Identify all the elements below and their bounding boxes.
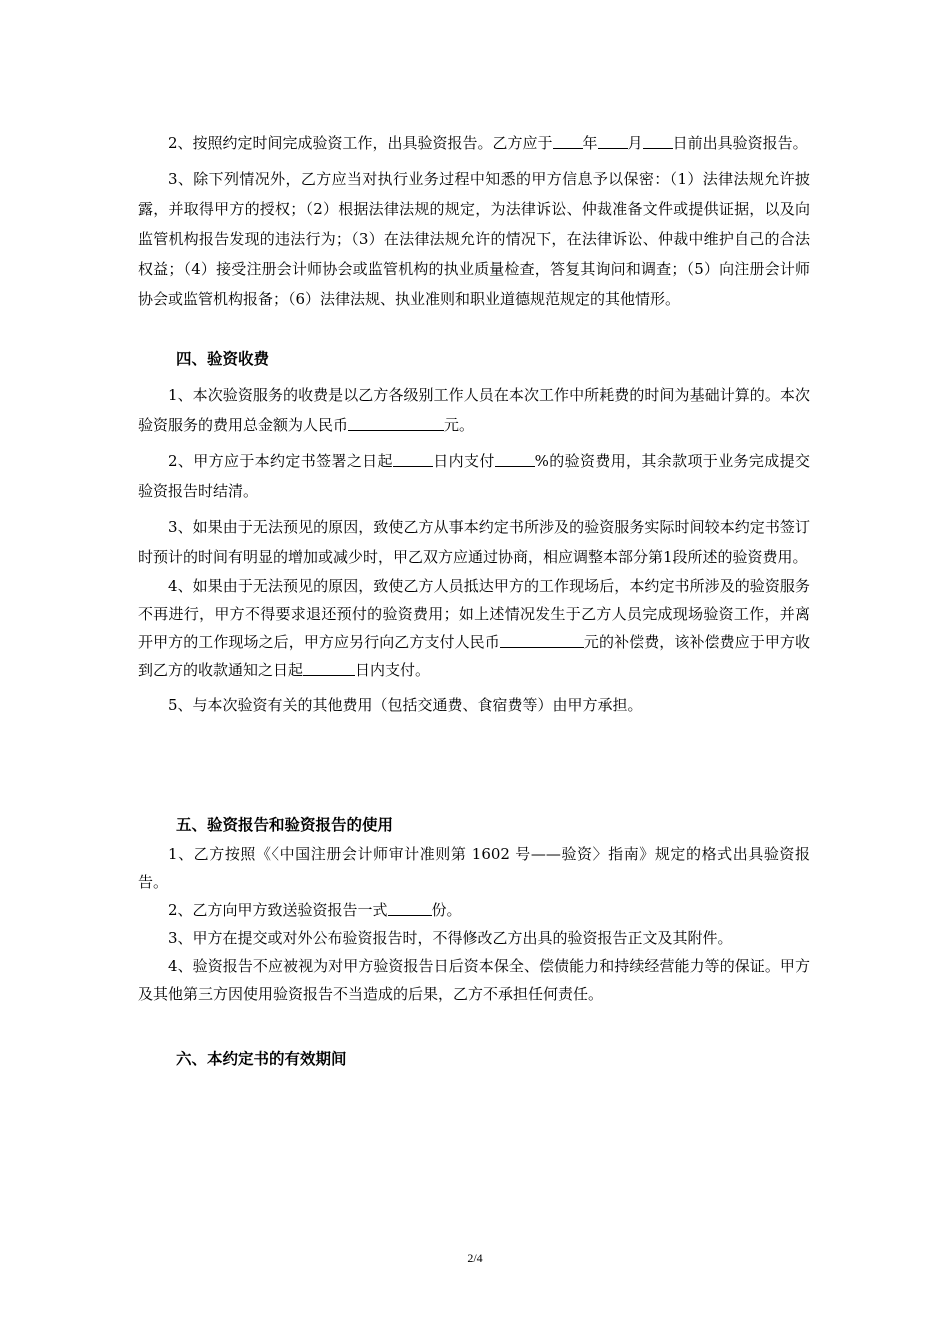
clause-3-2: 2、按照约定时间完成验资工作，出具验资报告。乙方应于 年 月 日前出具验资报告。 <box>168 134 808 152</box>
clause-5-2: 2、乙方向甲方致送验资报告一式 份。 <box>168 901 462 919</box>
clause-3-3: 3、除下列情况外，乙方应当对执行业务过程中知悉的甲方信息予以保密：（1）法律法规允许披露，并取得甲方的授权；（2）根据法律法规的规定，为法律诉讼、仲裁准备文件或提供证据，以及向监管机构报告发现的违法行为；（3）在法律法规允许的情况下，在法律诉讼、仲裁中维护自己的合法权益；（4）接受注册会计师协会或监管机构的执业质量检查，答复其询问和调查；（5）向注册会计师协会或监管机构报备；（6）法律法规、执业准则和职业道德规范规定的其他情形。 <box>138 170 810 308</box>
blank-total-fee <box>348 415 444 431</box>
page-number: 2/4 <box>467 1251 483 1265</box>
clause-5-1: 1、乙方按照《〈中国注册会计师审计准则第 1602 号——验资〉指南》规定的格式出具验资报告。 <box>138 845 810 891</box>
clause-4-5: 5、与本次验资有关的其他费用（包括交通费、食宿费等）由甲方承担。 <box>168 696 643 714</box>
blank-pay-days <box>303 660 355 676</box>
document-body <box>138 128 810 1074</box>
clause-4-3: 3、如果由于无法预见的原因，致使乙方从事本约定书所涉及的验资服务实际时间较本约定书签订时预计的时间有明显的增加或减少时，甲乙双方应通过协商，相应调整本部分第1段所述的验资费用。 <box>138 518 810 566</box>
section-heading-fees: 四、验资收费 <box>176 350 270 368</box>
blank-year <box>553 133 583 149</box>
blank-percent <box>495 451 535 467</box>
clause-4-2: 2、甲方应于本约定书签署之日起 日内支付 %的验资费用，其余款项于业务完成提交验资报告时结清。 <box>138 452 810 500</box>
section-heading-report-usage: 五、验资报告和验资报告的使用 <box>176 816 394 834</box>
blank-day <box>643 133 673 149</box>
clause-4-4: 4、如果由于无法预见的原因，致使乙方人员抵达甲方的工作现场后，本约定书所涉及的验资服务不再进行，甲方不得要求退还预付的验资费用；如上述情况发生于乙方人员完成现场验资工作，并离开甲方的工作现场之后，甲方应另行向乙方支付人民币 元的补偿费，该补偿费应于甲方收到乙方的收款通知之日起 日内支付。 <box>138 577 810 679</box>
blank-compensation <box>500 632 584 648</box>
clause-5-4: 4、验资报告不应被视为对甲方验资报告日后资本保全、偿债能力和持续经营能力等的保证。甲方及其他第三方因使用验资报告不当造成的后果，乙方不承担任何责任。 <box>138 957 810 1003</box>
blank-copies <box>388 900 432 916</box>
clause-4-1: 1、本次验资服务的收费是以乙方各级别工作人员在本次工作中所耗费的时间为基础计算的。本次验资服务的费用总金额为人民币 元。 <box>138 386 810 434</box>
clause-5-3: 3、甲方在提交或对外公布验资报告时，不得修改乙方出具的验资报告正文及其附件。 <box>168 929 733 947</box>
section-heading-validity: 六、本约定书的有效期间 <box>176 1050 347 1068</box>
blank-days <box>393 451 433 467</box>
blank-month <box>598 133 628 149</box>
